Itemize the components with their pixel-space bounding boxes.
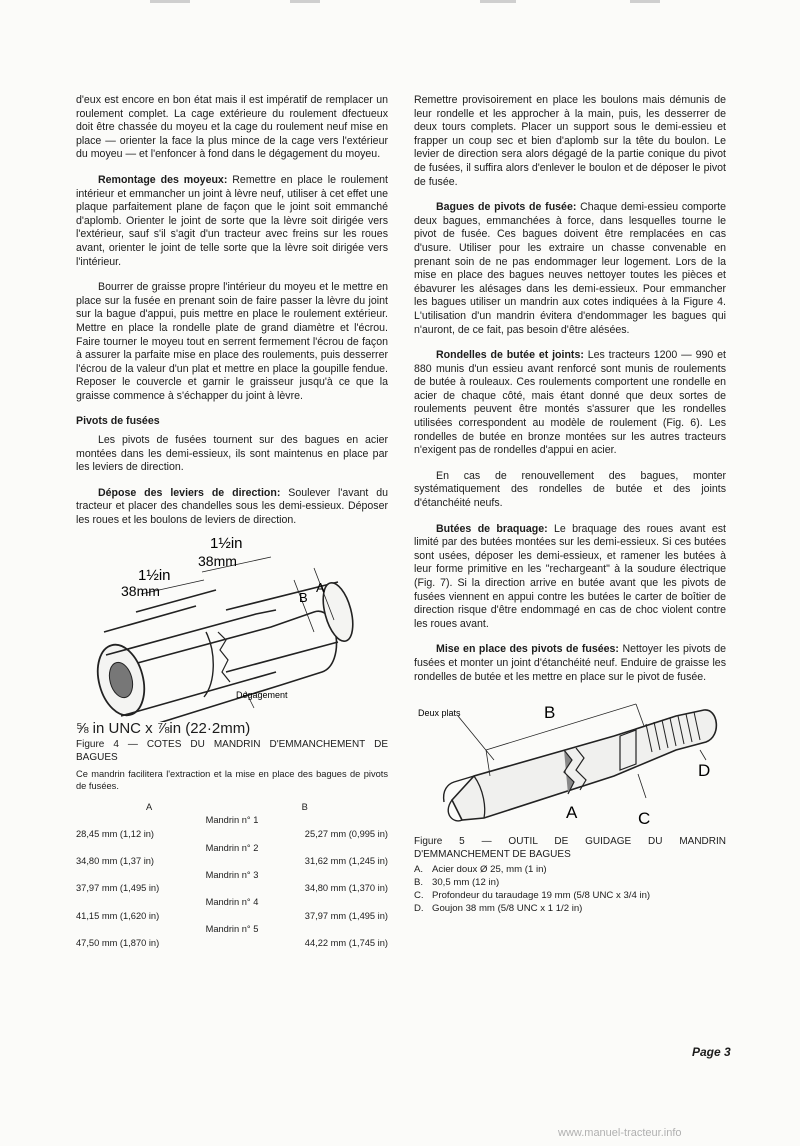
item-value: Acier doux Ø 25, mm (1 in) [432, 863, 547, 875]
list-item [414, 876, 726, 889]
list-item [414, 902, 726, 915]
mandrin-label: Mandrin n° 1 [205, 815, 259, 826]
col-b-header: B [301, 801, 308, 812]
figure-5-legend [414, 863, 726, 915]
value-b: 34,80 mm (1,370 in) [304, 883, 388, 894]
list-item [414, 889, 726, 902]
dim-top-in: 1½in [210, 534, 243, 552]
dimensions-table [76, 801, 388, 951]
heading-rondelles-butee: Rondelles de butée et joints: [436, 349, 584, 362]
label-c: C [638, 809, 651, 829]
value-b: 25,27 mm (0,995 in) [304, 829, 388, 839]
value-b: 31,62 mm (1,245 in) [304, 856, 388, 867]
mandrel-drawing [76, 532, 388, 722]
top-edge-marks [150, 0, 710, 6]
list-item [414, 863, 726, 876]
value-a: 34,80 mm (1,37 in) [76, 856, 155, 867]
label-d: D [698, 761, 711, 781]
left-paragraph-3: Bourrer de graisse propre l'intérieur du moyeu et le mettre en place sur la fusée en prenant soin de faire passer la lèvre du joint sur la bague d'appui, puis mettre en place le roulement extérieur. Mettre en place la rondelle plate de grand diamètre et l'écrou. Faire tourner le moyeu tout en serrent fermement l'écrou de façon à assurer la parfaite mise en place des roulements, puis desserrer l'écrou de la valeur d'un plat et mettre en place la goupille fendue. Reposer le couvercle et garnir le graisseur jusqu'à ce que la graisse commence à s'échapper du joint à lèvre. [76, 281, 388, 402]
table-row [76, 910, 388, 924]
value-a: 41,15 mm (1,620 in) [76, 910, 160, 921]
right-paragraph-4: En cas de renouvellement des bagues, monter systématiquement des rondelles de butée et des joints d'étanchéité neufs. [414, 469, 726, 510]
heading-pivots-de-fusees: Pivots de fusées [76, 415, 160, 428]
left-paragraph-4: Les pivots de fusées tournent sur des bagues en acier montées dans les demi-essieux, ils sont maintenus en place par les leviers de direction. [76, 434, 388, 474]
value-a: 37,97 mm (1,495 in) [76, 883, 160, 894]
label-degagement: Dégagement [236, 689, 288, 700]
thread-spec: ⅝ in UNC x ⅞in (22·2mm) [76, 720, 251, 738]
dim-top-mm: 38mm [198, 552, 237, 569]
value-a: 28,45 mm (1,12 in) [76, 829, 155, 839]
table-row [76, 828, 388, 842]
right-paragraph-1: Remettre provisoirement en place les boulons mais démunis de leur rondelle et les approcher à la main, puis, les desserrer de deux tours complets. Placer un support sous le demi-essieu et frapper un coup sec et bien d'aplomb sur la tête du boulon. Le levier de direction sera alors dégagé de la partie conique du pivot de fusées, il suffira alors d'enlever le boulon et de déposer le pivot de fusée. [414, 94, 726, 188]
item-key: D. [414, 902, 424, 914]
heading-remontage-moyeux: Remontage des moyeux: [98, 173, 228, 186]
value-b: 37,97 mm (1,495 in) [304, 910, 388, 921]
item-value: Goujon 38 mm (5/8 UNC x 1 1/2 in) [432, 902, 583, 914]
item-value: 30,5 mm (12 in) [432, 876, 500, 888]
left-paragraph-1: d'eux est encore en bon état mais il est impératif de remplacer un roulement complet. La cage extérieure du roulement dfectueux doit être chassée du moyeu et la cage du roulement neuf mise en place — orienter la face la plus mince de la cage vers l'extérieur du moyeu — et l'enfoncer à fond dans le dégagement du moyeu. [76, 94, 388, 161]
figure-4 [76, 532, 388, 951]
watermark: www.manuel-tracteur.info [558, 1127, 682, 1139]
col-a-header: A [146, 801, 153, 812]
right-paragraph-5 [414, 523, 726, 632]
label-a: A [316, 579, 325, 595]
table-row [76, 855, 388, 869]
item-value: Profondeur du taraudage 19 mm (5/8 UNC x 3/4 in) [432, 889, 651, 901]
dim-left-mm: 38mm [121, 582, 160, 599]
table-row [76, 937, 388, 951]
value-a: 47,50 mm (1,870 in) [76, 937, 160, 948]
figure-5-caption: Figure 5 — OUTIL DE GUIDAGE DU MANDRIN D'EMMANCHEMENT DE BAGUES [414, 835, 726, 860]
heading-butees-braquage: Butées de braquage: [436, 522, 548, 535]
guide-tool-drawing [414, 690, 726, 830]
label-a: A [566, 803, 578, 823]
value-b: 44,22 mm (1,745 in) [304, 937, 388, 948]
label-b: B [544, 703, 556, 723]
item-key: A. [414, 863, 424, 875]
label-b: B [299, 589, 308, 605]
heading-depose-leviers: Dépose des leviers de direction: [98, 486, 281, 499]
left-paragraph-5-body: Soulever l'avant du tracteur et placer des chandelles sous les demi-essieux. Déposer les roues et les boulons de leviers de direction. [76, 486, 388, 527]
left-paragraph-2-body: Remettre en place le roulement intérieur et emmancher un joint à lèvre neuf, utiliser à cet effet une plaque parfaitement plane de façon que le joint soit emmanché d'aplomb. Orienter le joint de sorte que la lèvre soit dirigée vers l'extérieur, sauf s'il s'agit d'un tracteur avec freins sur les roues avant, orienter le joint de telle sorte que la lèvre soit dirigée vers l'intérieur. [76, 173, 388, 268]
right-paragraph-3 [414, 349, 726, 458]
item-key: B. [414, 876, 424, 888]
figure-4-note: Ce mandrin facilitera l'extraction et la mise en place des bagues de pivots de fusées. [76, 768, 388, 792]
right-paragraph-6 [414, 643, 726, 684]
right-paragraph-3-body: Les tracteurs 1200 — 990 et 880 munis d'un essieu avant renforcé sont munis de roulements de butée à rouleaux. Ces roulements comportent une rondelle en acier de chaque côté, mais étant donné que deux sortes de roulements peuvent être montés s'assurer que les rondelles utilisées correspondent au modèle de roulement (Fig. 6). Les rondelles de butée en bronze montées sur les autres tracteurs n'exigent pas de rondelles d'appui en acier. [414, 349, 726, 457]
left-paragraph-2 [76, 174, 388, 269]
left-column [76, 94, 388, 950]
dim-left-in: 1½in [138, 566, 171, 584]
mandrin-label: Mandrin n° 2 [205, 842, 259, 853]
right-paragraph-6-body: Nettoyer les pivots de fusées et monter un joint d'étanchéité neuf. Enduire de graisse les rondelles de butée et les mettre en place sur le pivot de fusée. [414, 643, 726, 683]
figure-5 [414, 690, 726, 915]
heading-bagues-pivots: Bagues de pivots de fusée: [436, 201, 577, 214]
right-paragraph-2 [414, 201, 726, 337]
mandrin-label: Mandrin n° 3 [205, 869, 259, 880]
page-number: Page 3 [692, 1045, 731, 1059]
table-row [76, 882, 388, 896]
right-column [414, 94, 726, 915]
mandrin-label: Mandrin n° 5 [205, 924, 259, 935]
heading-mise-en-place-pivots: Mise en place des pivots de fusées: [436, 643, 619, 656]
figure-4-caption: Figure 4 — COTES DU MANDRIN D'EMMANCHEMENT DE BAGUES [76, 738, 388, 763]
item-key: C. [414, 889, 424, 901]
right-paragraph-5-body: Le braquage des roues avant est limité par des butées montées sur les demi-essieux. Si ces butées sont usées, déposer les demi-essieux, et ramener les butées à leur forme primitive en les "rechargeant" à la soudure électrique (Fig. 7). Si la direction arrive en butée avant que les pivots de fusées viennent en appui contre les butées le carter de boîtier de direction risque d'être endommagé en cas de choc violent contre les roues avant. [414, 522, 726, 630]
label-deux-plats: Deux plats [418, 708, 461, 719]
mandrin-label: Mandrin n° 4 [205, 896, 259, 907]
left-paragraph-5 [76, 487, 388, 528]
right-paragraph-2-body: Chaque demi-essieu comporte deux bagues, emmanchées à force, dans lesquelles tourne le pivot de fusée. Ces bagues doivent être remplacées en cas d'usure. Utiliser pour les extraire un chasse convenable en prenant soin de ne pas endommager leur logement. Lors de la mise en place des bagues neuves nettoyer toutes les pièces et ébavurer les alésages dans les demi-essieux. Pour emmancher les bagues utiliser un mandrin aux cotes indiquées à la Figure 4. L'utilisation d'un mandrin évitera d'endommager les bagues qui n'auront, de ce fait, pas besoin d'être alésées. [414, 201, 726, 336]
